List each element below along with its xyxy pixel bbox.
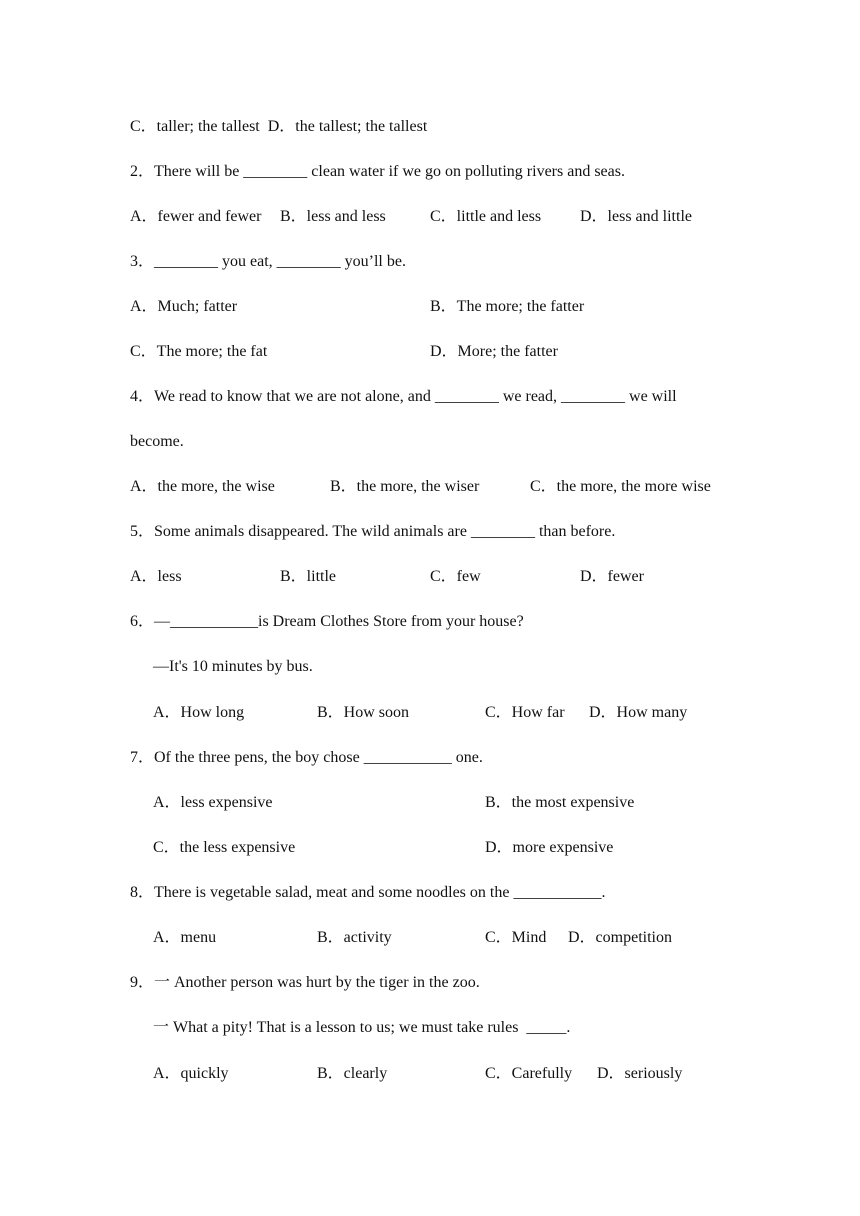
q8-option-c: C．Mind xyxy=(485,929,547,946)
question-5: 5．Some animals disappeared. The wild animals are ________ than before. xyxy=(130,523,616,540)
q2-option-d: D．less and little xyxy=(580,208,692,225)
q6-option-b: B．How soon xyxy=(317,704,410,721)
q5-option-a: A．less xyxy=(130,568,182,585)
q4-option-a: A．the more, the wise xyxy=(130,478,275,495)
question-6: 6．—___________is Dream Clothes Store from your house? xyxy=(130,613,524,630)
q6-option-c: C．How far xyxy=(485,704,565,721)
q3-option-c: C．The more; the fat xyxy=(130,343,268,360)
q7-option-c: C．the less expensive xyxy=(153,839,296,856)
q9-option-b: B．clearly xyxy=(317,1065,388,1082)
question-9-reply: 一 What a pity! That is a lesson to us; we must take rules _____. xyxy=(153,1019,571,1036)
question-3: 3．________ you eat, ________ you’ll be. xyxy=(130,253,406,270)
question-9: 9．一 Another person was hurt by the tiger in the zoo. xyxy=(130,974,480,991)
q3-option-b: B．The more; the fatter xyxy=(430,298,585,315)
question-4: 4．We read to know that we are not alone, and ________ we read, ________ we will xyxy=(130,388,677,405)
q6-option-a: A．How long xyxy=(153,704,245,721)
q4-option-c: C．the more, the more wise xyxy=(530,478,711,495)
q9-option-a: A．quickly xyxy=(153,1065,229,1082)
q2-option-b: B．less and less xyxy=(280,208,386,225)
q4-option-b: B．the more, the wiser xyxy=(330,478,480,495)
q7-option-d: D．more expensive xyxy=(485,839,614,856)
q9-option-c: C．Carefully xyxy=(485,1065,573,1082)
q7-option-a: A．less expensive xyxy=(153,794,273,811)
q1-options-cd: C．taller; the tallest D．the tallest; the tallest xyxy=(130,118,428,135)
q8-option-a: A．menu xyxy=(153,929,217,946)
question-8: 8．There is vegetable salad, meat and some noodles on the ___________. xyxy=(130,884,606,901)
q9-option-d: D．seriously xyxy=(597,1065,683,1082)
q5-option-c: C．few xyxy=(430,568,481,585)
question-4-cont: become. xyxy=(130,433,184,450)
q8-option-b: B．activity xyxy=(317,929,392,946)
question-7: 7．Of the three pens, the boy chose ___________ one. xyxy=(130,749,483,766)
q6-option-d: D．How many xyxy=(589,704,688,721)
question-2: 2．There will be ________ clean water if we go on polluting rivers and seas. xyxy=(130,163,625,180)
q2-option-a: A．fewer and fewer xyxy=(130,208,262,225)
question-6-reply: —It's 10 minutes by bus. xyxy=(153,658,313,675)
q3-option-a: A．Much; fatter xyxy=(130,298,238,315)
q3-option-d: D．More; the fatter xyxy=(430,343,558,360)
q5-option-d: D．fewer xyxy=(580,568,644,585)
q2-option-c: C．little and less xyxy=(430,208,542,225)
q8-option-d: D．competition xyxy=(568,929,672,946)
q7-option-b: B．the most expensive xyxy=(485,794,635,811)
q5-option-b: B．little xyxy=(280,568,337,585)
